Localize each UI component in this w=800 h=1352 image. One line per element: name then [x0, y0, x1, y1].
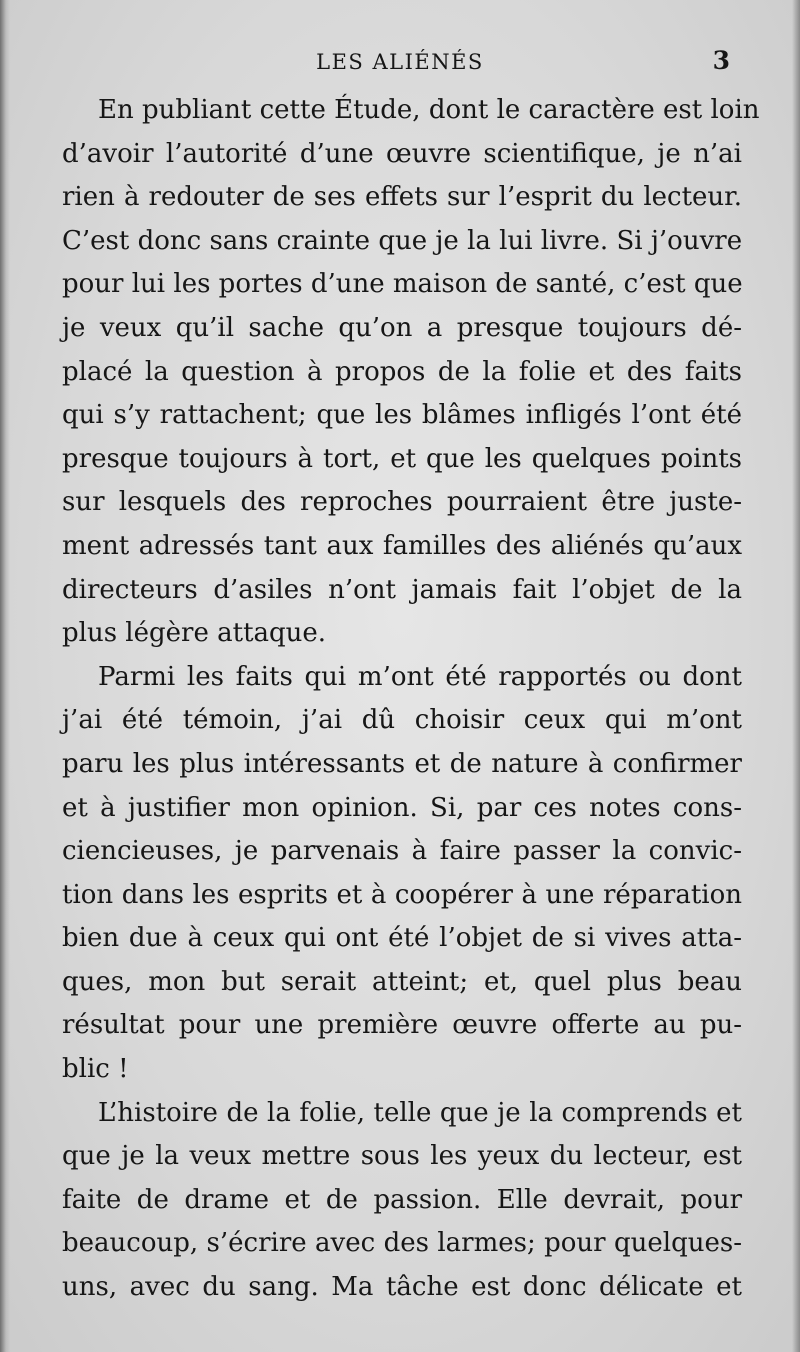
text-line: beaucoup, s’écrire avec des larmes; pour quelques-: [62, 1228, 742, 1259]
page-header: [70, 46, 730, 80]
text-line: blic !: [62, 1054, 129, 1085]
text-line: que je la veux mettre sous les yeux du lecteur, est: [62, 1141, 742, 1172]
text-line: qui s’y rattachent; que les blâmes infligés l’ont été: [62, 400, 742, 431]
text-line: j’ai été témoin, j’ai dû choisir ceux qui m’ont: [62, 705, 742, 736]
text-line: plus légère attaque.: [62, 618, 327, 649]
text-line: L’histoire de la folie, telle que je la comprends et: [98, 1097, 742, 1128]
page-number: 3: [712, 46, 730, 75]
text-line: ques, mon but serait atteint; et, quel plus beau: [62, 966, 742, 997]
text-line: tion dans les esprits et à coopérer à une réparation: [62, 879, 742, 910]
text-line: ciencieuses, je parvenais à faire passer la convic-: [62, 836, 742, 867]
text-line: uns, avec du sang. Ma tâche est donc délicate et: [62, 1272, 742, 1303]
text-line: En publiant cette Étude, dont le caractère est loin: [98, 95, 760, 125]
text-line: je veux qu’il sache qu’on a presque toujours dé-: [62, 312, 742, 343]
text-line: paru les plus intéressants et de nature à confirmer: [62, 748, 742, 779]
body-text: [62, 89, 760, 1310]
text-line: C’est donc sans crainte que je la lui livre. Si j’ouvre: [62, 225, 743, 256]
text-line: résultat pour une première œuvre offerte au pu-: [62, 1010, 742, 1041]
page-right-edge-shadow: [792, 0, 800, 1352]
page-left-edge-shadow: [0, 0, 10, 1352]
text-line: et à justifier mon opinion. Si, par ces notes cons-: [62, 792, 742, 823]
text-line: ment adressés tant aux familles des aliénés qu’aux: [62, 530, 742, 561]
text-line: pour lui les portes d’une maison de santé, c’est que: [62, 269, 743, 300]
running-title: LES ALIÉNÉS: [316, 50, 484, 74]
text-line: directeurs d’asiles n’ont jamais fait l’objet de la: [62, 574, 742, 605]
text-line: rien à redouter de ses effets sur l’esprit du lecteur.: [62, 182, 742, 213]
text-line: d’avoir l’autorité d’une œuvre scientifique, je n’ai: [62, 138, 742, 169]
text-line: presque toujours à tort, et que les quelques points: [62, 443, 742, 474]
text-line: Parmi les faits qui m’ont été rapportés ou dont: [98, 661, 742, 692]
text-line: bien due à ceux qui ont été l’objet de si vives atta-: [62, 923, 742, 954]
text-line: placé la question à propos de la folie et des faits: [62, 356, 742, 387]
text-line: sur lesquels des reproches pourraient être juste-: [62, 487, 742, 518]
text-line: faite de drame et de passion. Elle devrait, pour: [62, 1184, 742, 1215]
